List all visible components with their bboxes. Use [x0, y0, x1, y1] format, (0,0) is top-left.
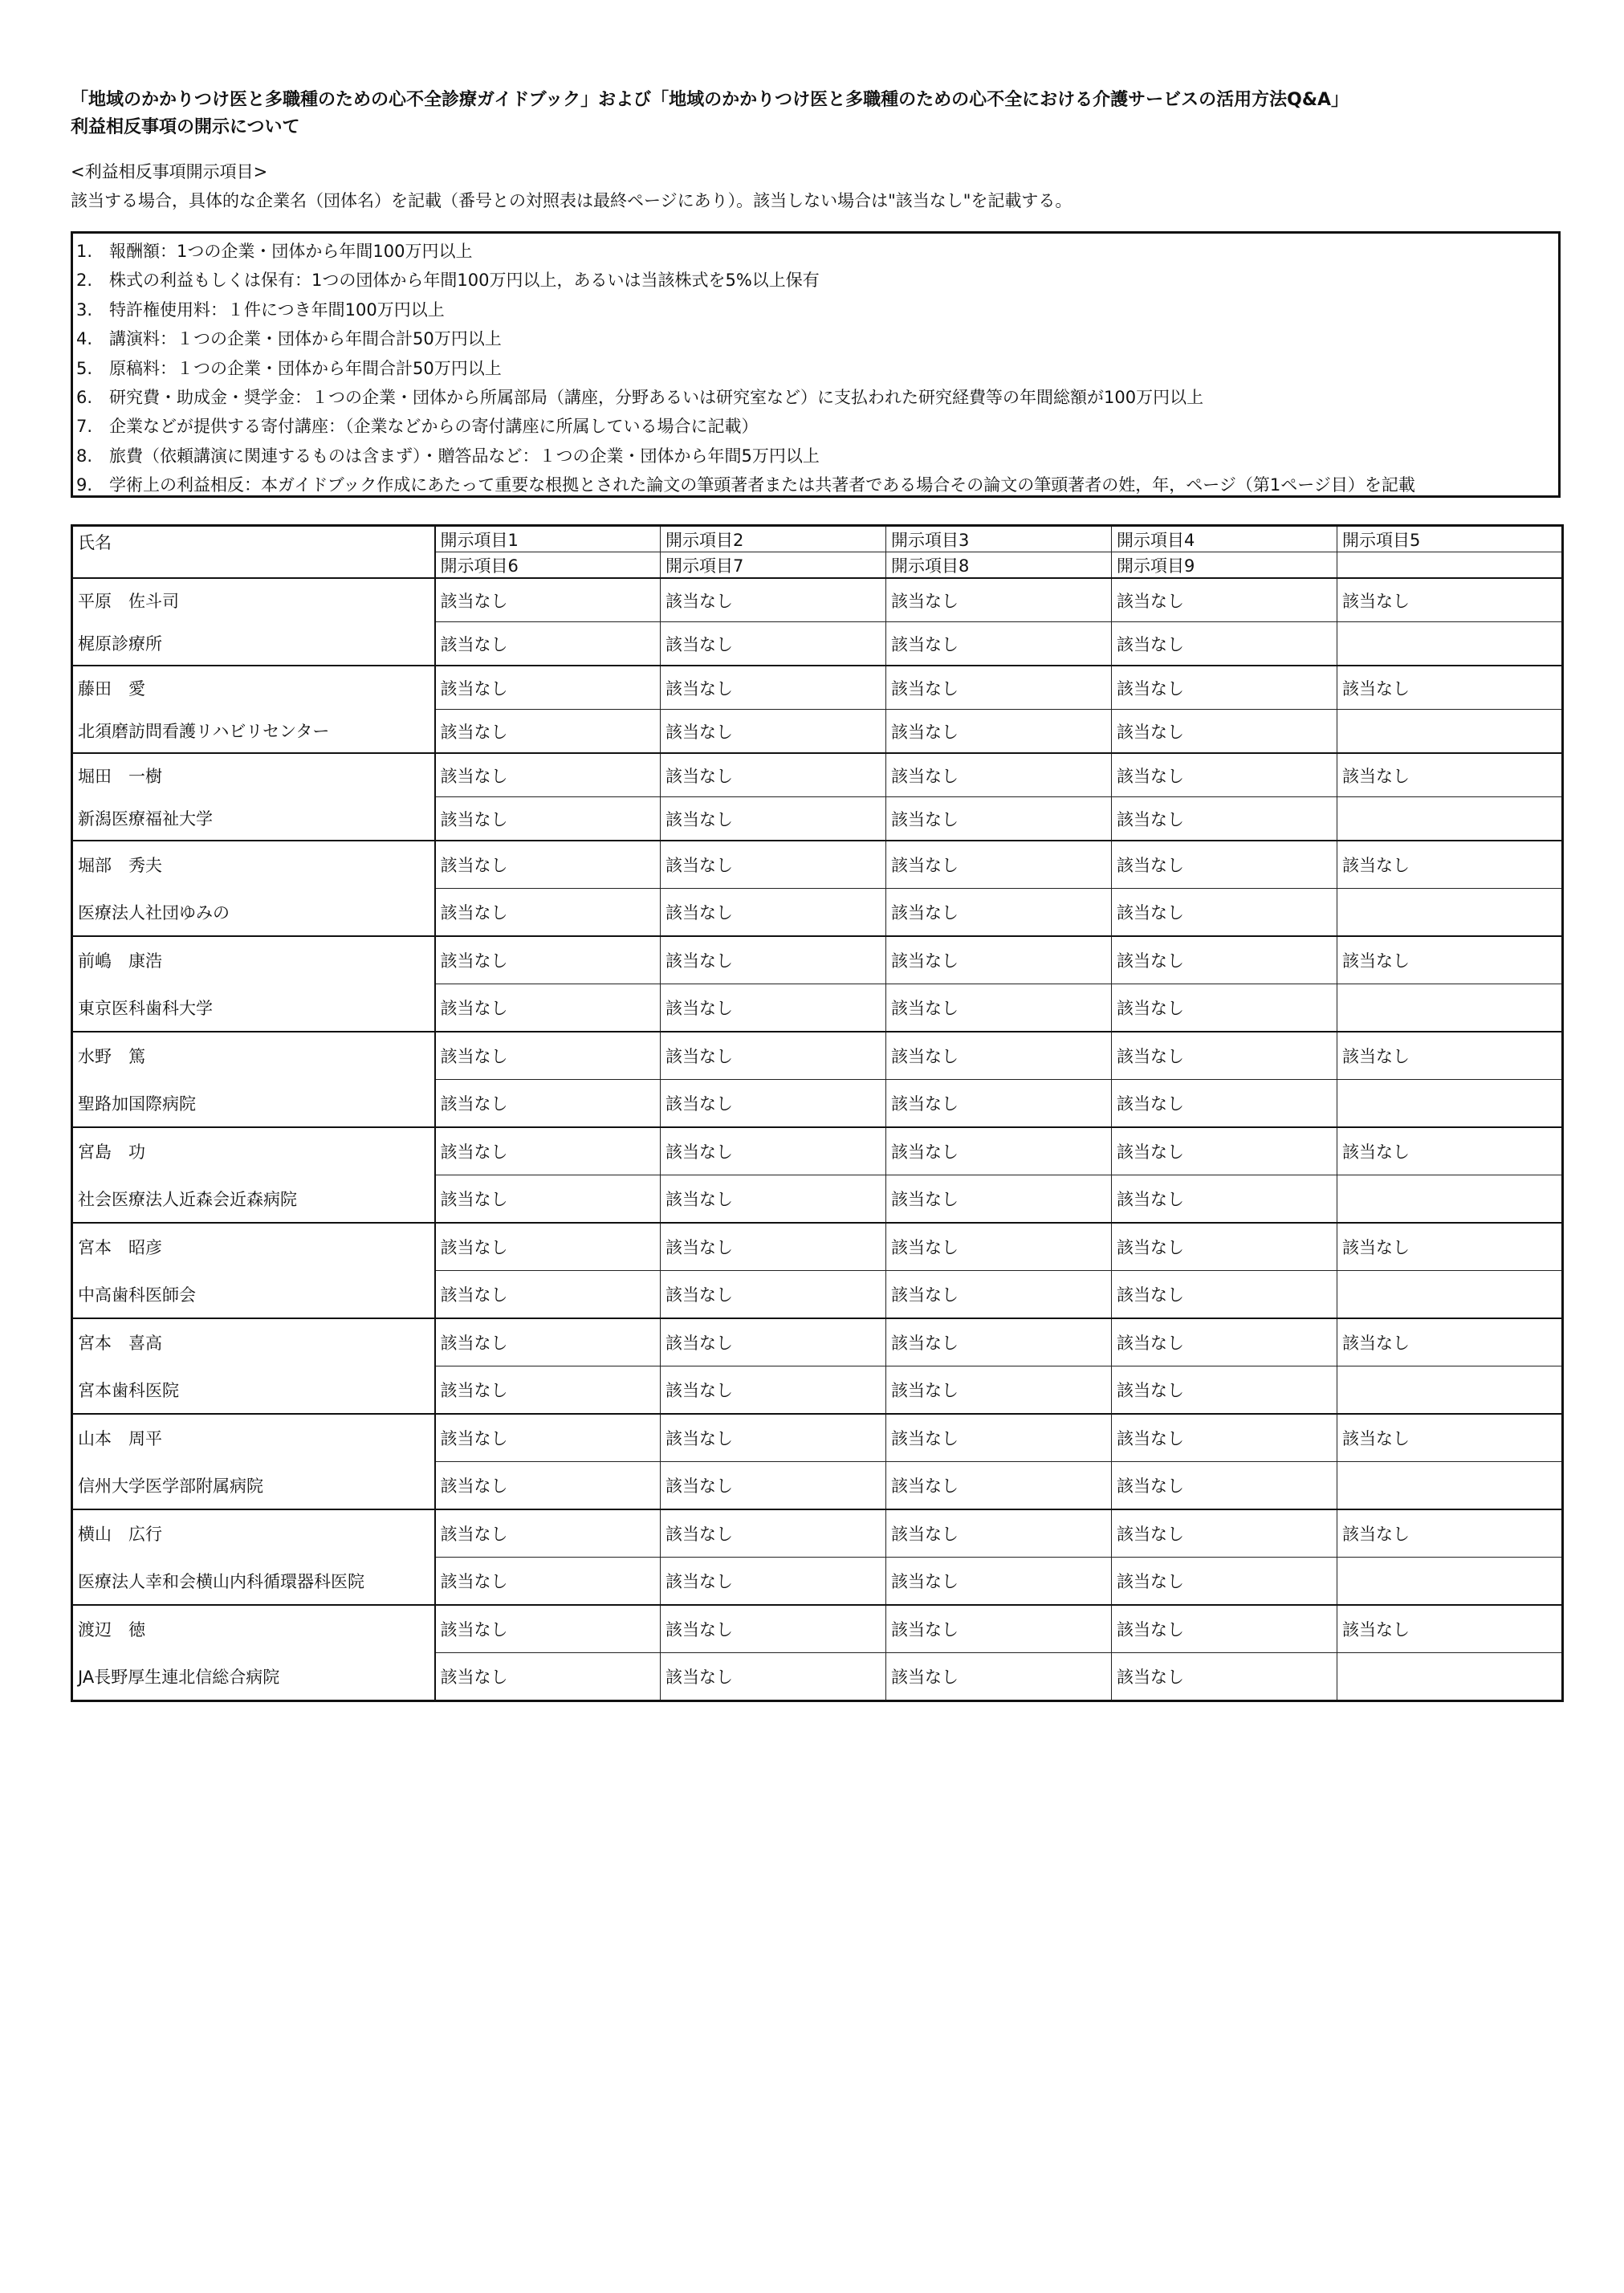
- disclosure-value: 該当なし: [1112, 797, 1337, 841]
- disclosure-value: 該当なし: [1337, 1223, 1563, 1271]
- disclosure-value: 該当なし: [435, 1271, 661, 1319]
- disclosure-value: [1337, 622, 1563, 666]
- person-row-primary: [72, 1318, 1563, 1366]
- disclosure-value: 該当なし: [435, 797, 661, 841]
- instruction-text: 該当する場合，具体的な企業名（団体名）を記載（番号との対照表は最終ページにあり）。該当しない場合は"該当なし"を記載する。: [71, 191, 1072, 210]
- disclosure-value: 該当なし: [1112, 1558, 1337, 1606]
- disclosure-value: [1337, 1653, 1563, 1701]
- person-name: 水野 篤: [72, 1032, 435, 1080]
- disclosure-value: 該当なし: [886, 666, 1112, 710]
- disclosure-value: [1337, 710, 1563, 754]
- header-cell: 開示項目2: [661, 526, 886, 552]
- disclosure-value: 該当なし: [1337, 1509, 1563, 1558]
- disclosure-value: 該当なし: [1112, 1271, 1337, 1319]
- person-affiliation: 医療法人社団ゆみの: [72, 889, 435, 937]
- disclosure-item: 9. 学術上の利益相反：本ガイドブック作成にあたって重要な根拠とされた論文の筆頭著者または共著者である場合その論文の筆頭著者の姓，年，ページ（第1ページ目）を記載: [76, 475, 1415, 495]
- person-row-primary: [72, 1509, 1563, 1558]
- disclosure-value: 該当なし: [435, 936, 661, 984]
- person-name: 宮本 喜高: [72, 1318, 435, 1366]
- disclosure-value: [1337, 1175, 1563, 1224]
- person-row-secondary: [72, 1653, 1563, 1701]
- person-row-secondary: [72, 889, 1563, 937]
- header-row-1: [72, 526, 1563, 552]
- disclosure-value: 該当なし: [661, 1605, 886, 1653]
- person-row-primary: [72, 1605, 1563, 1653]
- person-row-secondary: [72, 710, 1563, 754]
- person-row-secondary: [72, 1080, 1563, 1128]
- person-row-secondary: [72, 1462, 1563, 1510]
- disclosure-value: 該当なし: [435, 1558, 661, 1606]
- person-name: 渡辺 徳: [72, 1605, 435, 1653]
- disclosure-value: 該当なし: [1337, 1318, 1563, 1366]
- disclosure-value: 該当なし: [435, 1223, 661, 1271]
- disclosure-item: 6. 研究費・助成金・奨学金：１つの企業・団体から所属部局（講座，分野あるいは研究室など）に支払われた研究経費等の年間総額が100万円以上: [76, 388, 1204, 408]
- disclosure-value: 該当なし: [886, 1080, 1112, 1128]
- person-affiliation: 新潟医療福祉大学: [72, 797, 435, 841]
- disclosure-value: 該当なし: [661, 1223, 886, 1271]
- header-cell: [1337, 552, 1563, 579]
- disclosure-value: 該当なし: [435, 1127, 661, 1175]
- disclosure-value: 該当なし: [1112, 841, 1337, 889]
- person-name: 宮本 昭彦: [72, 1223, 435, 1271]
- disclosure-value: 該当なし: [661, 578, 886, 622]
- disclosure-value: 該当なし: [435, 1080, 661, 1128]
- disclosure-value: 該当なし: [886, 936, 1112, 984]
- title-line-1: 「地域のかかりつけ医と多職種のための心不全診療ガイドブック」および「地域のかかりつけ医と多職種のための心不全における介護サービスの活用方法Q&A」: [71, 90, 1349, 110]
- disclosure-value: 該当なし: [1112, 666, 1337, 710]
- disclosure-item: 7. 企業などが提供する寄付講座：（企業などからの寄付講座に所属している場合に記載）: [76, 417, 759, 437]
- person-row-secondary: [72, 1558, 1563, 1606]
- disclosure-value: 該当なし: [435, 578, 661, 622]
- disclosure-value: 該当なし: [435, 889, 661, 937]
- disclosure-value: 該当なし: [661, 1032, 886, 1080]
- disclosure-value: 該当なし: [1337, 1032, 1563, 1080]
- disclosure-value: 該当なし: [1112, 889, 1337, 937]
- disclosure-value: 該当なし: [435, 1414, 661, 1462]
- disclosure-value: [1337, 1271, 1563, 1319]
- person-affiliation: 聖路加国際病院: [72, 1080, 435, 1128]
- disclosure-value: 該当なし: [661, 1414, 886, 1462]
- person-affiliation: 社会医療法人近森会近森病院: [72, 1175, 435, 1224]
- disclosure-value: 該当なし: [1112, 936, 1337, 984]
- disclosure-value: 該当なし: [661, 1509, 886, 1558]
- disclosure-value: 該当なし: [886, 1271, 1112, 1319]
- disclosure-value: 該当なし: [1337, 1127, 1563, 1175]
- person-name: 平原 佐斗司: [72, 578, 435, 622]
- disclosure-value: 該当なし: [661, 936, 886, 984]
- person-affiliation: 北須磨訪問看護リハビリセンター: [72, 710, 435, 754]
- disclosure-value: 該当なし: [661, 841, 886, 889]
- person-name: 横山 広行: [72, 1509, 435, 1558]
- name-header: 氏名: [72, 526, 435, 579]
- disclosure-items-box: [71, 231, 1561, 498]
- disclosure-value: 該当なし: [886, 1414, 1112, 1462]
- header-cell: 開示項目8: [886, 552, 1112, 579]
- disclosure-value: 該当なし: [661, 1271, 886, 1319]
- person-name: 前嶋 康浩: [72, 936, 435, 984]
- disclosure-value: [1337, 797, 1563, 841]
- person-name: 宮島 功: [72, 1127, 435, 1175]
- header-cell: 開示項目1: [435, 526, 661, 552]
- disclosure-value: 該当なし: [1112, 1653, 1337, 1701]
- disclosure-value: 該当なし: [1112, 753, 1337, 797]
- disclosure-item: 3. 特許権使用料：１件につき年間100万円以上: [76, 299, 445, 320]
- disclosure-value: 該当なし: [886, 578, 1112, 622]
- title-line-2: 利益相反事項の開示について: [71, 117, 300, 137]
- disclosure-value: 該当なし: [886, 1032, 1112, 1080]
- disclosure-value: 該当なし: [1112, 1080, 1337, 1128]
- person-row-primary: [72, 1032, 1563, 1080]
- disclosure-value: 該当なし: [435, 666, 661, 710]
- disclosure-value: 該当なし: [435, 710, 661, 754]
- disclosure-value: 該当なし: [1112, 1032, 1337, 1080]
- section-label: <利益相反事項開示項目>: [71, 162, 268, 181]
- person-affiliation: 宮本歯科医院: [72, 1366, 435, 1415]
- disclosure-value: 該当なし: [886, 622, 1112, 666]
- person-row-primary: [72, 578, 1563, 622]
- coi-table-body: [72, 526, 1563, 1701]
- disclosure-value: 該当なし: [1337, 666, 1563, 710]
- disclosure-value: 該当なし: [661, 889, 886, 937]
- disclosure-value: 該当なし: [661, 753, 886, 797]
- disclosure-value: [1337, 1366, 1563, 1415]
- disclosure-value: 該当なし: [1112, 1605, 1337, 1653]
- disclosure-value: 該当なし: [661, 1653, 886, 1701]
- disclosure-value: 該当なし: [435, 1318, 661, 1366]
- disclosure-value: 該当なし: [886, 1653, 1112, 1701]
- person-row-primary: [72, 1414, 1563, 1462]
- disclosure-value: 該当なし: [661, 1127, 886, 1175]
- person-row-primary: [72, 666, 1563, 710]
- disclosure-value: 該当なし: [886, 841, 1112, 889]
- disclosure-value: 該当なし: [435, 841, 661, 889]
- disclosure-value: 該当なし: [1112, 1414, 1337, 1462]
- disclosure-value: 該当なし: [1112, 1175, 1337, 1224]
- person-affiliation: 信州大学医学部附属病院: [72, 1462, 435, 1510]
- disclosure-value: 該当なし: [435, 1653, 661, 1701]
- disclosure-value: 該当なし: [435, 1366, 661, 1415]
- disclosure-value: 該当なし: [886, 1223, 1112, 1271]
- person-row-secondary: [72, 797, 1563, 841]
- disclosure-value: 該当なし: [1112, 1127, 1337, 1175]
- disclosure-value: 該当なし: [661, 1558, 886, 1606]
- disclosure-value: 該当なし: [1112, 578, 1337, 622]
- disclosure-value: 該当なし: [661, 1462, 886, 1510]
- person-affiliation: JA長野厚生連北信総合病院: [72, 1653, 435, 1701]
- disclosure-value: 該当なし: [661, 1318, 886, 1366]
- disclosure-value: 該当なし: [1112, 622, 1337, 666]
- disclosure-value: 該当なし: [435, 1175, 661, 1224]
- disclosure-value: [1337, 1462, 1563, 1510]
- disclosure-value: 該当なし: [661, 710, 886, 754]
- person-row-secondary: [72, 1271, 1563, 1319]
- header-cell: 開示項目6: [435, 552, 661, 579]
- disclosure-value: 該当なし: [886, 1558, 1112, 1606]
- person-name: 山本 周平: [72, 1414, 435, 1462]
- person-name: 堀田 一樹: [72, 753, 435, 797]
- disclosure-value: [1337, 984, 1563, 1032]
- disclosure-value: 該当なし: [435, 753, 661, 797]
- person-row-primary: [72, 1127, 1563, 1175]
- disclosure-value: 該当なし: [886, 1175, 1112, 1224]
- person-row-primary: [72, 936, 1563, 984]
- disclosure-value: 該当なし: [1337, 1605, 1563, 1653]
- disclosure-value: 該当なし: [661, 666, 886, 710]
- person-affiliation: 中高歯科医師会: [72, 1271, 435, 1319]
- header-cell: 開示項目5: [1337, 526, 1563, 552]
- disclosure-value: 該当なし: [435, 1032, 661, 1080]
- disclosure-value: 該当なし: [886, 889, 1112, 937]
- header-cell: 開示項目4: [1112, 526, 1337, 552]
- person-name: 堀部 秀夫: [72, 841, 435, 889]
- disclosure-value: [1337, 1080, 1563, 1128]
- person-row-secondary: [72, 1175, 1563, 1224]
- coi-table: [71, 524, 1564, 1702]
- disclosure-value: 該当なし: [435, 622, 661, 666]
- header-cell: 開示項目3: [886, 526, 1112, 552]
- person-row-primary: [72, 841, 1563, 889]
- disclosure-value: 該当なし: [661, 1080, 886, 1128]
- disclosure-value: 該当なし: [886, 797, 1112, 841]
- disclosure-value: 該当なし: [886, 1462, 1112, 1510]
- disclosure-value: 該当なし: [1337, 578, 1563, 622]
- disclosure-value: 該当なし: [886, 1605, 1112, 1653]
- disclosure-value: 該当なし: [886, 1509, 1112, 1558]
- person-row-primary: [72, 753, 1563, 797]
- disclosure-item: 8. 旅費（依頼講演に関連するものは含まず）・贈答品など：１つの企業・団体から年間5万円以上: [76, 446, 820, 466]
- disclosure-value: 該当なし: [661, 1175, 886, 1224]
- disclosure-value: 該当なし: [1112, 984, 1337, 1032]
- disclosure-value: 該当なし: [1337, 753, 1563, 797]
- person-affiliation: 東京医科歯科大学: [72, 984, 435, 1032]
- document-title: [71, 87, 1564, 141]
- disclosure-item: 5. 原稿料：１つの企業・団体から年間合計50万円以上: [76, 358, 502, 378]
- disclosure-value: 該当なし: [1112, 710, 1337, 754]
- disclosure-value: 該当なし: [1112, 1462, 1337, 1510]
- disclosure-value: 該当なし: [1112, 1509, 1337, 1558]
- person-affiliation: 梶原診療所: [72, 622, 435, 666]
- disclosure-value: 該当なし: [661, 1366, 886, 1415]
- disclosure-value: 該当なし: [1337, 936, 1563, 984]
- disclosure-value: [1337, 1558, 1563, 1606]
- disclosure-value: [1337, 889, 1563, 937]
- disclosure-value: 該当なし: [1112, 1318, 1337, 1366]
- person-row-secondary: [72, 622, 1563, 666]
- disclosure-value: 該当なし: [661, 622, 886, 666]
- disclosure-value: 該当なし: [435, 1605, 661, 1653]
- header-cell: 開示項目7: [661, 552, 886, 579]
- disclosure-value: 該当なし: [886, 710, 1112, 754]
- disclosure-value: 該当なし: [886, 1127, 1112, 1175]
- disclosure-value: 該当なし: [435, 984, 661, 1032]
- disclosure-value: 該当なし: [886, 753, 1112, 797]
- person-row-secondary: [72, 1366, 1563, 1415]
- person-row-primary: [72, 1223, 1563, 1271]
- header-cell: 開示項目9: [1112, 552, 1337, 579]
- disclosure-value: 該当なし: [886, 984, 1112, 1032]
- disclosure-value: 該当なし: [1112, 1223, 1337, 1271]
- disclosure-value: 該当なし: [1337, 1414, 1563, 1462]
- disclosure-item: 4. 講演料：１つの企業・団体から年間合計50万円以上: [76, 329, 502, 349]
- disclosure-value: 該当なし: [435, 1509, 661, 1558]
- intro-section: [71, 157, 1564, 215]
- person-affiliation: 医療法人幸和会横山内科循環器科医院: [72, 1558, 435, 1606]
- person-row-secondary: [72, 984, 1563, 1032]
- disclosure-value: 該当なし: [661, 797, 886, 841]
- disclosure-value: 該当なし: [886, 1318, 1112, 1366]
- disclosure-value: 該当なし: [1112, 1366, 1337, 1415]
- disclosure-item: 2. 株式の利益もしくは保有：1つの団体から年間100万円以上，あるいは当該株式を5%以上保有: [76, 271, 820, 291]
- disclosure-value: 該当なし: [886, 1366, 1112, 1415]
- disclosure-item: 1. 報酬額：1つの企業・団体から年間100万円以上: [76, 242, 473, 261]
- person-name: 藤田 愛: [72, 666, 435, 710]
- disclosure-value: 該当なし: [1337, 841, 1563, 889]
- disclosure-value: 該当なし: [435, 1462, 661, 1510]
- disclosure-value: 該当なし: [661, 984, 886, 1032]
